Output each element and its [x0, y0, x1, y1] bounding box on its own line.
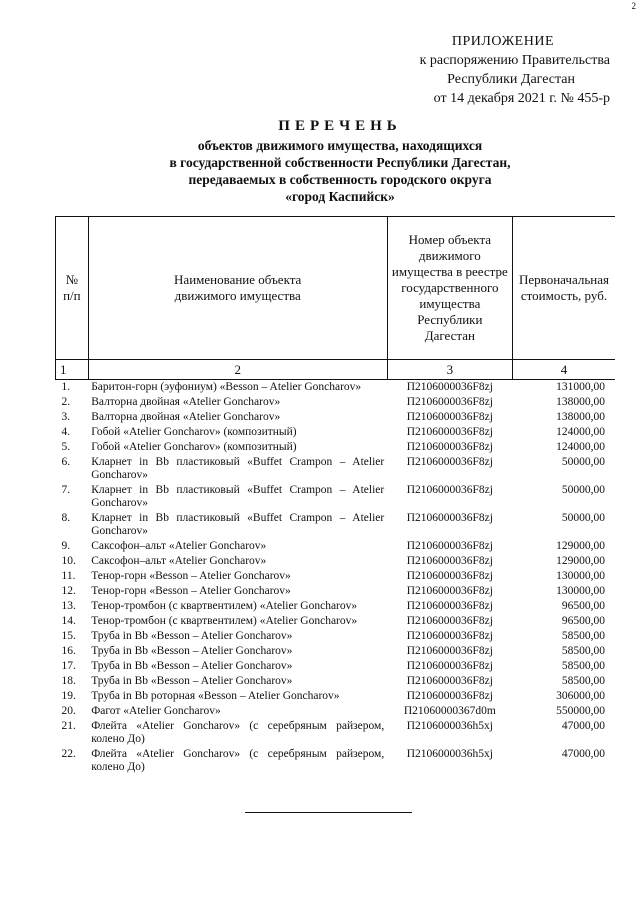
- appendix-block: [400, 32, 610, 108]
- row-registry-number: П2106000036F8zj: [406, 411, 493, 423]
- appendix-line-3: от 14 декабря 2021 г. № 455-р: [433, 91, 610, 106]
- col-header-name: Наименование объекта движимого имущества: [88, 217, 387, 360]
- table-row: [56, 569, 616, 584]
- table-row: [56, 539, 616, 554]
- row-cost: 58500,00: [561, 645, 605, 657]
- appendix-line-2: Республики Дагестан: [447, 72, 575, 87]
- row-name: Труба in Bb «Besson – Atelier Goncharov»: [91, 675, 293, 687]
- table-row: [56, 410, 616, 425]
- col-number-1: 1: [56, 360, 89, 380]
- row-name: Труба in Bb «Besson – Atelier Goncharov»: [91, 660, 293, 672]
- row-registry-number: П2106000036F8zj: [406, 585, 493, 597]
- row-registry-number: П2106000036F8zj: [406, 512, 493, 524]
- row-number: 4.: [61, 426, 71, 438]
- property-table: [55, 216, 615, 775]
- row-cost: 50000,00: [561, 512, 605, 524]
- col-number-4: 4: [513, 360, 616, 380]
- appendix-line-1: к распоряжению Правительства: [419, 53, 610, 68]
- row-cost: 50000,00: [561, 484, 605, 496]
- row-name: Кларнет in Bb пластиковый «Buffet Crampon – Atelier Goncharov»: [91, 456, 385, 481]
- page-number: 2: [631, 1, 636, 11]
- table-row: [56, 599, 616, 614]
- row-registry-number: П2106000036F8zj: [406, 441, 493, 453]
- table-row: [56, 674, 616, 689]
- row-cost: 130000,00: [556, 570, 605, 582]
- appendix-title: ПРИЛОЖЕНИЕ: [451, 34, 554, 49]
- row-cost: 306000,00: [556, 690, 605, 702]
- row-registry-number: П2106000036F8zj: [406, 426, 493, 438]
- col-header-number: № п/п: [56, 217, 89, 360]
- row-number: 21.: [61, 720, 76, 732]
- row-name: Тенор-горн «Besson – Atelier Goncharov»: [91, 570, 291, 582]
- row-number: 15.: [61, 630, 76, 642]
- table-row: [56, 659, 616, 674]
- row-name: Тенор-горн «Besson – Atelier Goncharov»: [91, 585, 291, 597]
- row-cost: 138000,00: [556, 396, 605, 408]
- row-cost: 58500,00: [561, 660, 605, 672]
- row-registry-number: П2106000036F8zj: [406, 381, 493, 393]
- row-number: 19.: [61, 690, 76, 702]
- row-number: 3.: [61, 411, 71, 423]
- table-row: [56, 511, 616, 539]
- document-heading: [100, 118, 580, 205]
- row-number: 18.: [61, 675, 76, 687]
- row-registry-number: П2106000036F8zj: [406, 396, 493, 408]
- col-number-3: 3: [387, 360, 512, 380]
- table-row: [56, 395, 616, 410]
- table-header-row: [56, 217, 616, 360]
- row-cost: 130000,00: [556, 585, 605, 597]
- row-name: Тенор-тромбон (с квартвентилем) «Atelier Goncharov»: [91, 615, 358, 627]
- row-registry-number: П2106000036F8zj: [406, 484, 493, 496]
- row-cost: 550000,00: [556, 705, 605, 717]
- row-number: 11.: [61, 570, 76, 582]
- row-number: 8.: [61, 512, 71, 524]
- row-name: Кларнет in Bb пластиковый «Buffet Crampon – Atelier Goncharov»: [91, 512, 385, 537]
- row-cost: 124000,00: [556, 426, 605, 438]
- row-cost: 96500,00: [561, 615, 605, 627]
- row-number: 14.: [61, 615, 76, 627]
- row-number: 5.: [61, 441, 71, 453]
- row-registry-number: П2106000036F8zj: [406, 645, 493, 657]
- row-cost: 129000,00: [556, 540, 605, 552]
- row-cost: 96500,00: [561, 600, 605, 612]
- document-title: ПЕРЕЧЕНЬ: [278, 118, 402, 134]
- row-registry-number: П2106000036F8zj: [406, 660, 493, 672]
- row-number: 6.: [61, 456, 71, 468]
- row-number: 10.: [61, 555, 76, 567]
- row-number: 1.: [61, 381, 71, 393]
- column-numbers-row: [56, 360, 616, 380]
- table-row: [56, 425, 616, 440]
- row-name: Труба in Bb «Besson – Atelier Goncharov»: [91, 645, 293, 657]
- row-cost: 131000,00: [556, 381, 605, 393]
- row-number: 20.: [61, 705, 76, 717]
- col-header-registry: Номер объекта движимого имущества в реестре государственного имущества Республики Дагестан: [387, 217, 512, 360]
- row-name: Валторна двойная «Atelier Goncharov»: [91, 396, 281, 408]
- row-cost: 47000,00: [561, 720, 605, 732]
- table-body: [56, 380, 616, 776]
- row-name: Флейта «Atelier Goncharov» (с серебряным райзером, колено До): [91, 748, 385, 773]
- table-row: [56, 629, 616, 644]
- row-name: Кларнет in Bb пластиковый «Buffet Crampon – Atelier Goncharov»: [91, 484, 385, 509]
- row-registry-number: П2106000036F8zj: [406, 615, 493, 627]
- heading-line-1: объектов движимого имущества, находящихся: [197, 138, 483, 153]
- row-number: 16.: [61, 645, 76, 657]
- row-registry-number: П2106000036h5xj: [406, 720, 493, 732]
- row-number: 7.: [61, 484, 71, 496]
- row-number: 2.: [61, 396, 71, 408]
- row-name: Фагот «Atelier Goncharov»: [91, 705, 221, 717]
- row-registry-number: П2106000036F8zj: [406, 690, 493, 702]
- row-name: Гобой «Atelier Goncharov» (композитный): [91, 441, 297, 453]
- row-name: Саксофон–альт «Atelier Goncharov»: [91, 540, 267, 552]
- heading-line-4: «город Каспийск»: [285, 189, 395, 204]
- row-name: Баритон-горн (эуфониум) «Besson – Atelier Goncharov»: [91, 381, 362, 393]
- row-cost: 58500,00: [561, 675, 605, 687]
- row-registry-number: П2106000036F8zj: [406, 675, 493, 687]
- col-header-cost: Первоначальная стоимость, руб.: [513, 217, 616, 360]
- row-registry-number: П2106000036F8zj: [406, 456, 493, 468]
- col-number-2: 2: [88, 360, 387, 380]
- row-name: Валторна двойная «Atelier Goncharov»: [91, 411, 281, 423]
- row-registry-number: П2106000036F8zj: [406, 630, 493, 642]
- row-number: 13.: [61, 600, 76, 612]
- table-row: [56, 719, 616, 747]
- closing-line: [245, 812, 412, 813]
- row-name: Тенор-тромбон (с квартвентилем) «Atelier Goncharov»: [91, 600, 358, 612]
- table-row: [56, 440, 616, 455]
- row-registry-number: П2106000036F8zj: [406, 600, 493, 612]
- row-name: Флейта «Atelier Goncharov» (с серебряным райзером, колено До): [91, 720, 385, 745]
- heading-line-2: в государственной собственности Республики Дагестан,: [169, 155, 511, 170]
- heading-line-3: передаваемых в собственность городского округа: [188, 172, 492, 187]
- row-cost: 47000,00: [561, 748, 605, 760]
- table-row: [56, 747, 616, 775]
- row-cost: 129000,00: [556, 555, 605, 567]
- row-number: 12.: [61, 585, 76, 597]
- row-cost: 50000,00: [561, 456, 605, 468]
- table-row: [56, 483, 616, 511]
- row-registry-number: П2106000036F8zj: [406, 540, 493, 552]
- row-cost: 58500,00: [561, 630, 605, 642]
- table-row: [56, 689, 616, 704]
- row-registry-number: П2106000036F8zj: [406, 570, 493, 582]
- table-row: [56, 614, 616, 629]
- row-name: Гобой «Atelier Goncharov» (композитный): [91, 426, 297, 438]
- table-row: [56, 644, 616, 659]
- table-row: [56, 554, 616, 569]
- row-cost: 138000,00: [556, 411, 605, 423]
- row-registry-number: П2106000036h5xj: [406, 748, 493, 760]
- row-registry-number: П21060000367d0m: [403, 705, 496, 717]
- row-cost: 124000,00: [556, 441, 605, 453]
- table-row: [56, 455, 616, 483]
- table-row: [56, 704, 616, 719]
- row-name: Труба in Bb роторная «Besson – Atelier Goncharov»: [91, 690, 340, 702]
- row-number: 22.: [61, 748, 76, 760]
- row-registry-number: П2106000036F8zj: [406, 555, 493, 567]
- table-row: [56, 380, 616, 396]
- table-row: [56, 584, 616, 599]
- row-number: 9.: [61, 540, 71, 552]
- row-name: Труба in Bb «Besson – Atelier Goncharov»: [91, 630, 293, 642]
- row-name: Саксофон–альт «Atelier Goncharov»: [91, 555, 267, 567]
- row-number: 17.: [61, 660, 76, 672]
